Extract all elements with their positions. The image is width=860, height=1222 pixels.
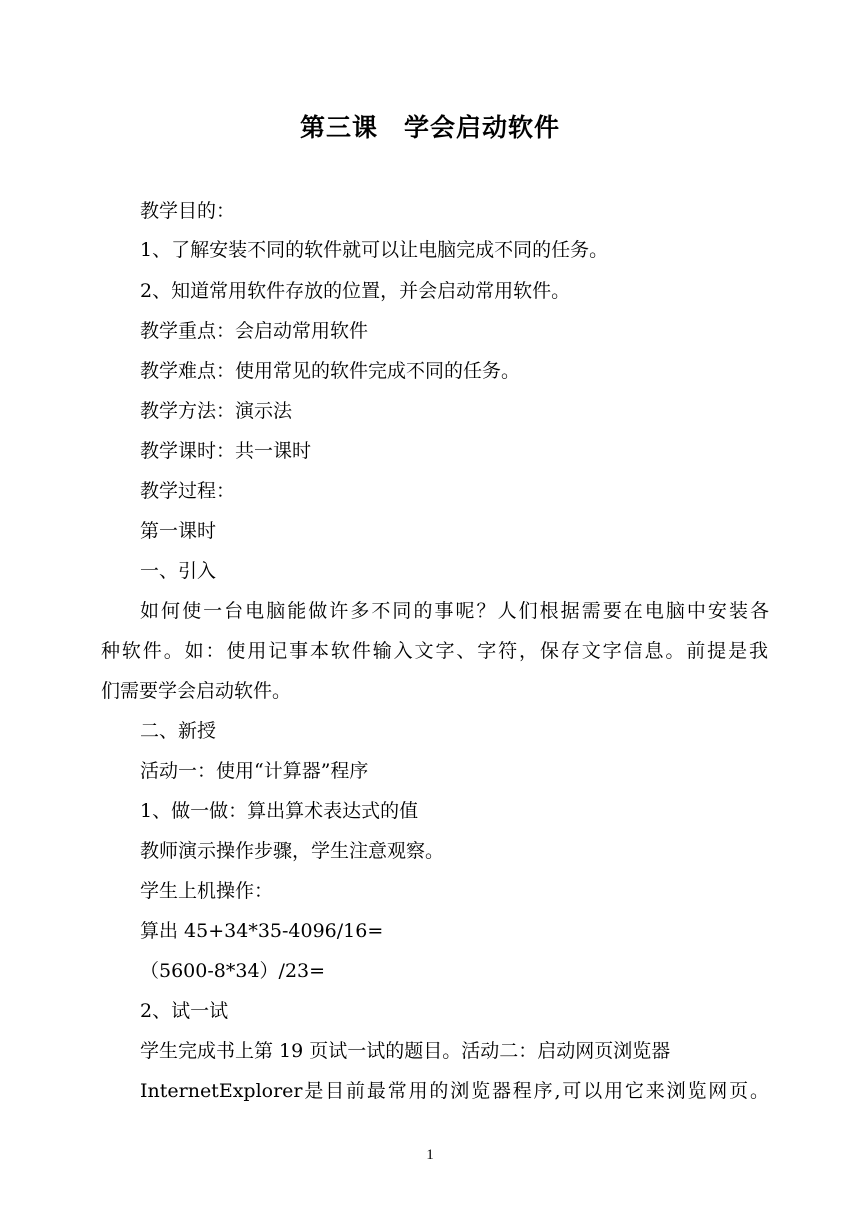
paragraph-line: 活动一：使用“计算器”程序 [140,760,369,782]
paragraph-line: 种软件。如：使用记事本软件输入文字、字符，保存文字信息。前提是我 [101,640,768,662]
paragraph-line: （5600-8*34）/23= [140,960,326,982]
paragraph-line: 教学目的： [140,200,236,222]
paragraph-line: 教学过程： [140,480,236,502]
paragraph-line: 2、试一试 [140,1000,229,1022]
paragraph-line: 二、新授 [140,720,217,742]
paragraph-line: 算出 45+34*35-4096/16= [140,920,384,942]
paragraph-line: 们需要学会启动软件。 [101,680,292,702]
paragraph-line: 如何使一台电脑能做许多不同的事呢？人们根据需要在电脑中安装各 [140,600,769,622]
paragraph-line: 学生完成书上第 19 页试一试的题目。活动二：启动网页浏览器 [140,1040,671,1062]
paragraph-line: 第一课时 [140,520,217,542]
page-number: 1 [426,1147,434,1163]
paragraph-line: 教学课时：共一课时 [140,440,312,462]
paragraph-line: 教学方法：演示法 [140,400,293,422]
page-title: 第三课 学会启动软件 [299,113,560,142]
paragraph-line: 教师演示操作步骤，学生注意观察。 [140,840,445,862]
paragraph-line: 学生上机操作： [140,880,274,902]
paragraph-line: 教学难点：使用常见的软件完成不同的任务。 [140,360,521,382]
paragraph-line: 教学重点：会启动常用软件 [140,320,369,342]
paragraph-line: 1、了解安装不同的软件就可以让电脑完成不同的任务。 [140,239,609,261]
paragraph-line: InternetExplorer是目前最常用的浏览器程序,可以用它来浏览网页。 [140,1080,769,1102]
paragraph-line: 2、知道常用软件存放的位置，并会启动常用软件。 [140,280,571,302]
paragraph-line: 1、做一做：算出算术表达式的值 [140,800,419,822]
paragraph-line: 一、引入 [140,560,217,582]
